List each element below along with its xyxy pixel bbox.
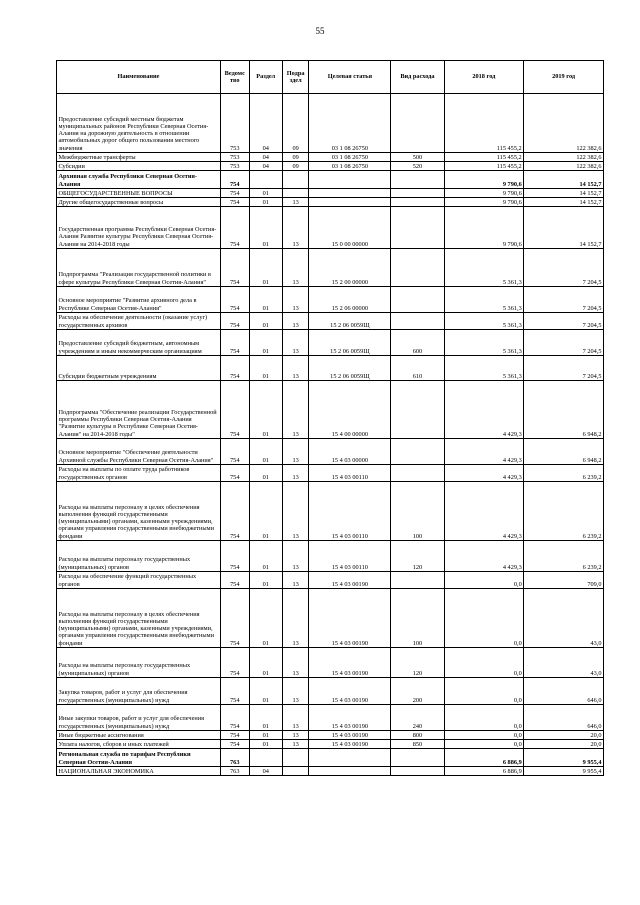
cell-razdel: 01 — [249, 572, 282, 589]
cell-podrazdel: 13 — [282, 648, 309, 678]
cell-celevaya: 15 4 03 00190 — [309, 648, 391, 678]
cell-vid: 850 — [391, 740, 444, 749]
cell-ved: 753 — [220, 94, 249, 153]
cell-ved: 754 — [220, 572, 249, 589]
table-row — [57, 198, 604, 207]
cell-2019: 14 152,7 — [524, 207, 604, 249]
cell-vid: 520 — [391, 162, 444, 171]
cell-vid — [391, 313, 444, 330]
cell-2019: 43,0 — [524, 648, 604, 678]
cell-razdel: 01 — [249, 207, 282, 249]
cell-podrazdel: 13 — [282, 198, 309, 207]
cell-2018: 9 790,6 — [444, 171, 524, 189]
cell-celevaya: 15 2 06 0059Щ — [309, 330, 391, 356]
cell-2018: 0,0 — [444, 740, 524, 749]
cell-name: ОБЩЕГОСУДАРСТВЕННЫЕ ВОПРОСЫ — [57, 189, 221, 198]
cell-ved: 754 — [220, 731, 249, 740]
cell-razdel: 01 — [249, 313, 282, 330]
cell-2019: 7 204,5 — [524, 330, 604, 356]
cell-podrazdel: 13 — [282, 313, 309, 330]
cell-name: Другие общегосударственные вопросы — [57, 198, 221, 207]
cell-name: Предоставление субсидий бюджетным, автономным учреждениям и иным некоммерческим организациям — [57, 330, 221, 356]
cell-celevaya: 15 4 03 00190 — [309, 731, 391, 740]
cell-razdel: 01 — [249, 541, 282, 572]
cell-2019: 6 239,2 — [524, 465, 604, 482]
cell-celevaya: 15 4 03 00190 — [309, 589, 391, 648]
cell-razdel — [249, 171, 282, 189]
col-header-2019: 2019 год — [524, 61, 604, 94]
cell-celevaya: 15 4 03 00000 — [309, 439, 391, 465]
cell-podrazdel — [282, 171, 309, 189]
cell-name: Расходы на выплаты персоналу в целях обеспечения выполнения функций государственными (муниципальными) органами, казенными учреждениями, органами управления государственными внебюджетными фондами — [57, 589, 221, 648]
cell-podrazdel: 13 — [282, 465, 309, 482]
cell-2019: 7 204,5 — [524, 249, 604, 287]
cell-ved: 754 — [220, 356, 249, 381]
cell-podrazdel: 13 — [282, 207, 309, 249]
cell-2019: 43,0 — [524, 589, 604, 648]
cell-celevaya: 03 1 08 26750 — [309, 162, 391, 171]
cell-2019: 122 382,6 — [524, 94, 604, 153]
table-row — [57, 207, 604, 249]
cell-vid: 100 — [391, 482, 444, 541]
col-header-razdel: Раздел — [249, 61, 282, 94]
cell-2018: 4 429,3 — [444, 541, 524, 572]
cell-podrazdel: 13 — [282, 381, 309, 439]
cell-name: НАЦИОНАЛЬНАЯ ЭКОНОМИКА — [57, 767, 221, 776]
cell-ved: 754 — [220, 705, 249, 731]
table-row — [57, 313, 604, 330]
cell-celevaya — [309, 767, 391, 776]
cell-vid — [391, 171, 444, 189]
page-number: 55 — [315, 26, 325, 36]
cell-podrazdel — [282, 767, 309, 776]
cell-celevaya: 15 4 03 00190 — [309, 705, 391, 731]
cell-name: Расходы на выплаты по оплате труда работников государственных органов — [57, 465, 221, 482]
header-row — [57, 61, 604, 94]
cell-ved: 754 — [220, 207, 249, 249]
cell-name: Расходы на выплаты персоналу государственных (муниципальных) органов — [57, 541, 221, 572]
cell-celevaya: 15 2 06 0059Щ — [309, 313, 391, 330]
cell-razdel: 04 — [249, 153, 282, 162]
cell-podrazdel: 13 — [282, 356, 309, 381]
cell-celevaya: 15 2 06 0059Щ — [309, 356, 391, 381]
cell-podrazdel: 13 — [282, 482, 309, 541]
cell-razdel: 04 — [249, 767, 282, 776]
cell-razdel: 01 — [249, 589, 282, 648]
cell-2019: 9 955,4 — [524, 749, 604, 767]
cell-razdel: 01 — [249, 189, 282, 198]
table-row — [57, 572, 604, 589]
cell-2019: 14 152,7 — [524, 189, 604, 198]
cell-podrazdel: 13 — [282, 589, 309, 648]
cell-name: Архивная служба Республики Северная Осетия-Алания — [57, 171, 221, 189]
cell-2018: 0,0 — [444, 572, 524, 589]
cell-vid: 120 — [391, 541, 444, 572]
cell-vid — [391, 381, 444, 439]
table-row — [57, 541, 604, 572]
cell-name: Расходы на выплаты персоналу государственных (муниципальных) органов — [57, 648, 221, 678]
cell-vid — [391, 767, 444, 776]
cell-razdel: 01 — [249, 356, 282, 381]
cell-ved: 754 — [220, 381, 249, 439]
cell-name: Межбюджетные трансферты — [57, 153, 221, 162]
table-row — [57, 381, 604, 439]
table-row — [57, 249, 604, 287]
cell-vid: 500 — [391, 153, 444, 162]
cell-ved: 754 — [220, 287, 249, 313]
cell-2018: 5 361,3 — [444, 356, 524, 381]
cell-razdel: 04 — [249, 162, 282, 171]
cell-name: Основное мероприятие "Развитие архивного дела в Республике Северная Осетия-Алания" — [57, 287, 221, 313]
cell-celevaya: 15 4 00 00000 — [309, 381, 391, 439]
cell-name: Иные закупки товаров, работ и услуг для обеспечения государственных (муниципальных) нужд — [57, 705, 221, 731]
cell-name: Уплата налогов, сборов и иных платежей — [57, 740, 221, 749]
cell-ved: 754 — [220, 589, 249, 648]
cell-2019: 14 152,7 — [524, 171, 604, 189]
cell-podrazdel: 13 — [282, 541, 309, 572]
table-row — [57, 287, 604, 313]
cell-name: Расходы на выплаты персоналу в целях обеспечения выполнения функций государственными (муниципальными) органами, казенными учреждениями, органами управления государственными внебюджетными фондами — [57, 482, 221, 541]
cell-2018: 4 429,3 — [444, 439, 524, 465]
cell-podrazdel: 13 — [282, 439, 309, 465]
cell-name: Расходы на обеспечение функций государственных органов — [57, 572, 221, 589]
cell-2018: 4 429,3 — [444, 465, 524, 482]
cell-podrazdel: 13 — [282, 740, 309, 749]
table-row — [57, 767, 604, 776]
cell-podrazdel: 09 — [282, 94, 309, 153]
cell-podrazdel: 09 — [282, 153, 309, 162]
cell-2019: 7 204,5 — [524, 313, 604, 330]
cell-2018: 6 886,9 — [444, 749, 524, 767]
cell-2018: 5 361,3 — [444, 313, 524, 330]
cell-2019: 122 382,6 — [524, 162, 604, 171]
cell-name: Закупка товаров, работ и услуг для обеспечения государственных (муниципальных) нужд — [57, 678, 221, 705]
cell-podrazdel: 13 — [282, 731, 309, 740]
table-row — [57, 153, 604, 162]
cell-ved: 763 — [220, 749, 249, 767]
col-header-celevaya: Целевая статья — [309, 61, 391, 94]
table-body — [57, 94, 604, 776]
cell-celevaya: 15 0 00 00000 — [309, 207, 391, 249]
col-header-2018: 2018 год — [444, 61, 524, 94]
cell-razdel: 01 — [249, 381, 282, 439]
cell-name: Субсидии бюджетным учреждениям — [57, 356, 221, 381]
cell-ved: 754 — [220, 313, 249, 330]
cell-vid: 100 — [391, 589, 444, 648]
cell-razdel: 01 — [249, 740, 282, 749]
cell-ved: 754 — [220, 198, 249, 207]
cell-ved: 754 — [220, 330, 249, 356]
cell-celevaya: 03 1 08 26750 — [309, 94, 391, 153]
table-row — [57, 740, 604, 749]
cell-razdel: 01 — [249, 249, 282, 287]
cell-name: Иные бюджетные ассигнования — [57, 731, 221, 740]
cell-2019: 646,0 — [524, 678, 604, 705]
cell-name: Расходы на обеспечение деятельности (оказание услуг) государственных архивов — [57, 313, 221, 330]
cell-razdel — [249, 749, 282, 767]
cell-vid — [391, 207, 444, 249]
cell-2019: 14 152,7 — [524, 198, 604, 207]
cell-celevaya — [309, 171, 391, 189]
cell-celevaya: 15 4 03 00110 — [309, 541, 391, 572]
cell-ved: 754 — [220, 541, 249, 572]
cell-vid: 200 — [391, 678, 444, 705]
cell-podrazdel — [282, 749, 309, 767]
cell-razdel: 01 — [249, 482, 282, 541]
cell-name: Региональная служба по тарифам Республики Северная Осетия-Алания — [57, 749, 221, 767]
cell-ved: 754 — [220, 740, 249, 749]
cell-2018: 115 455,2 — [444, 94, 524, 153]
table-row — [57, 648, 604, 678]
cell-razdel: 01 — [249, 678, 282, 705]
col-header-name: Наименование — [57, 61, 221, 94]
cell-vid: 120 — [391, 648, 444, 678]
cell-celevaya: 15 4 03 00110 — [309, 465, 391, 482]
cell-2019: 122 382,6 — [524, 153, 604, 162]
cell-2018: 4 429,3 — [444, 381, 524, 439]
cell-2018: 5 361,3 — [444, 249, 524, 287]
table-row — [57, 731, 604, 740]
cell-2019: 6 948,2 — [524, 381, 604, 439]
cell-ved: 754 — [220, 465, 249, 482]
cell-ved: 763 — [220, 767, 249, 776]
table-row — [57, 189, 604, 198]
cell-2018: 0,0 — [444, 705, 524, 731]
table-row — [57, 330, 604, 356]
cell-razdel: 01 — [249, 731, 282, 740]
cell-ved: 754 — [220, 189, 249, 198]
budget-table — [56, 60, 604, 776]
table-row — [57, 749, 604, 767]
cell-ved: 754 — [220, 171, 249, 189]
cell-podrazdel: 09 — [282, 162, 309, 171]
cell-razdel: 01 — [249, 287, 282, 313]
cell-razdel: 01 — [249, 705, 282, 731]
cell-celevaya: 15 4 03 00190 — [309, 678, 391, 705]
cell-2018: 5 361,3 — [444, 287, 524, 313]
cell-vid — [391, 249, 444, 287]
cell-2019: 6 239,2 — [524, 541, 604, 572]
table-row — [57, 162, 604, 171]
cell-vid: 240 — [391, 705, 444, 731]
cell-2018: 0,0 — [444, 589, 524, 648]
cell-2019: 709,0 — [524, 572, 604, 589]
cell-2019: 646,0 — [524, 705, 604, 731]
cell-celevaya: 15 4 03 00110 — [309, 482, 391, 541]
cell-name: Основное мероприятие "Обеспечение деятельности Архивной службы Республики Северная Осетия-Алания" — [57, 439, 221, 465]
table-row — [57, 589, 604, 648]
cell-2019: 20,0 — [524, 740, 604, 749]
cell-vid — [391, 749, 444, 767]
table-row — [57, 465, 604, 482]
cell-vid — [391, 439, 444, 465]
cell-2018: 0,0 — [444, 648, 524, 678]
cell-ved: 754 — [220, 439, 249, 465]
cell-vid — [391, 465, 444, 482]
cell-2018: 4 429,3 — [444, 482, 524, 541]
cell-name: Субсидии — [57, 162, 221, 171]
cell-ved: 754 — [220, 249, 249, 287]
cell-2018: 0,0 — [444, 678, 524, 705]
cell-podrazdel: 13 — [282, 330, 309, 356]
cell-2019: 9 955,4 — [524, 767, 604, 776]
cell-ved: 754 — [220, 648, 249, 678]
cell-celevaya: 15 2 06 00000 — [309, 287, 391, 313]
cell-celevaya: 15 4 03 00190 — [309, 572, 391, 589]
cell-2018: 115 455,2 — [444, 162, 524, 171]
table-row — [57, 439, 604, 465]
cell-2018: 5 361,3 — [444, 330, 524, 356]
cell-razdel: 01 — [249, 330, 282, 356]
cell-2018: 115 455,2 — [444, 153, 524, 162]
cell-2019: 20,0 — [524, 731, 604, 740]
cell-2019: 6 948,2 — [524, 439, 604, 465]
cell-ved: 754 — [220, 678, 249, 705]
cell-2019: 7 204,5 — [524, 287, 604, 313]
cell-vid: 600 — [391, 330, 444, 356]
cell-razdel: 01 — [249, 198, 282, 207]
cell-name: Предоставление субсидий местным бюджетам муниципальных районов Республики Северная Осетия-Алания на дорожную деятельность в отношении автомобильных дорог общего пользования местного значения — [57, 94, 221, 153]
cell-celevaya — [309, 749, 391, 767]
cell-podrazdel: 13 — [282, 572, 309, 589]
cell-celevaya: 15 2 00 00000 — [309, 249, 391, 287]
cell-2019: 6 239,2 — [524, 482, 604, 541]
table-row — [57, 705, 604, 731]
cell-2018: 9 790,6 — [444, 189, 524, 198]
cell-vid — [391, 198, 444, 207]
cell-2018: 9 790,6 — [444, 207, 524, 249]
cell-podrazdel — [282, 189, 309, 198]
cell-name: Подпрограмма "Обеспечение реализации Государственной программы Республики Северная Осетия-Алания "Развитие культуры в Республике Северная Осетия-Алания" на 2014-2018 годы" — [57, 381, 221, 439]
cell-razdel: 01 — [249, 465, 282, 482]
table-row — [57, 356, 604, 381]
cell-celevaya: 15 4 03 00190 — [309, 740, 391, 749]
table-row — [57, 94, 604, 153]
cell-vid — [391, 572, 444, 589]
table-row — [57, 171, 604, 189]
cell-ved: 754 — [220, 482, 249, 541]
col-header-ved: Ведомс тво — [220, 61, 249, 94]
cell-ved: 753 — [220, 153, 249, 162]
col-header-podrazdel: Подра здел — [282, 61, 309, 94]
cell-vid — [391, 94, 444, 153]
cell-2018: 9 790,6 — [444, 198, 524, 207]
table-row — [57, 678, 604, 705]
cell-name: Подпрограмма "Реализация государственной политики в сфере культуры Республики Северная Осетия-Алания" — [57, 249, 221, 287]
cell-celevaya — [309, 189, 391, 198]
cell-podrazdel: 13 — [282, 249, 309, 287]
cell-vid: 800 — [391, 731, 444, 740]
cell-vid — [391, 189, 444, 198]
cell-podrazdel: 13 — [282, 678, 309, 705]
cell-podrazdel: 13 — [282, 705, 309, 731]
cell-podrazdel: 13 — [282, 287, 309, 313]
cell-ved: 753 — [220, 162, 249, 171]
cell-2018: 0,0 — [444, 731, 524, 740]
cell-2018: 6 886,9 — [444, 767, 524, 776]
cell-celevaya — [309, 198, 391, 207]
col-header-vid: Вид расхода — [391, 61, 444, 94]
cell-celevaya: 03 1 08 26750 — [309, 153, 391, 162]
cell-razdel: 04 — [249, 94, 282, 153]
cell-vid: 610 — [391, 356, 444, 381]
cell-name: Государственная программа Республики Северная Осетия-Алания Развитие культуры Республики Северная Осетия-Алания на 2014-2018 годы — [57, 207, 221, 249]
cell-2019: 7 204,5 — [524, 356, 604, 381]
cell-razdel: 01 — [249, 439, 282, 465]
table-row — [57, 482, 604, 541]
cell-razdel: 01 — [249, 648, 282, 678]
cell-vid — [391, 287, 444, 313]
